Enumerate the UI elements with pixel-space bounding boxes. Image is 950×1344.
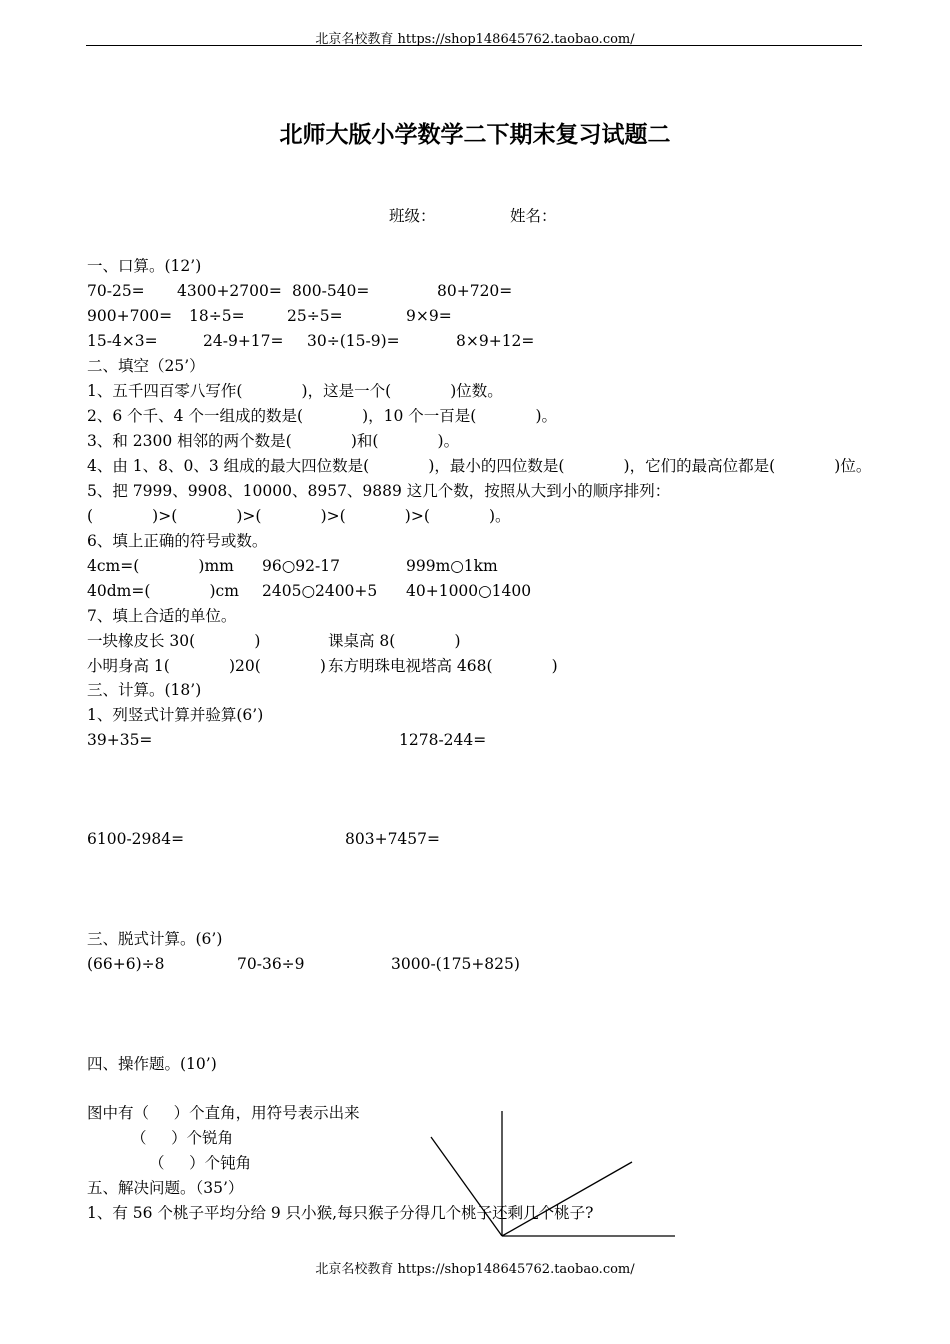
oral-item: 24-9+17=: [203, 332, 284, 350]
page-header: 北京名校教育 https://shop148645762.taobao.com/: [315, 32, 635, 47]
unit-item: 一块橡皮长 30( ): [87, 632, 261, 650]
symbol-item: 2405○2400+5: [262, 582, 378, 600]
name-label: 姓名：: [510, 207, 557, 225]
oral-item: 900+700=: [87, 307, 173, 325]
oral-item: 4300+2700=: [177, 282, 282, 300]
calc-item: 1278-244=: [399, 731, 487, 749]
vertical-calc-heading: 1、列竖式计算并验算(6’): [87, 706, 264, 724]
oral-item: 15-4×3=: [87, 332, 158, 350]
angle-figure: [420, 1105, 690, 1245]
fill-question-7: 7、填上合适的单位。: [87, 607, 237, 625]
angle-question-right: 图中有（ ）个直角，用符号表示出来: [87, 1104, 360, 1122]
fill-question-4: 4、由 1、8、0、3 组成的最大四位数是( )，最小的四位数是( )，它们的最高位都是( )位。: [87, 457, 872, 475]
fill-question-2: 2、6 个千、4 个一组成的数是( )，10 个一百是( )。: [87, 407, 558, 425]
calc-item: (66+6)÷8: [87, 955, 165, 973]
oral-item: 18÷5=: [189, 307, 245, 325]
oral-item: 80+720=: [437, 282, 513, 300]
oral-item: 70-25=: [87, 282, 145, 300]
symbol-item: 999m○1km: [406, 557, 498, 575]
symbol-item: 4cm=( )mm: [87, 557, 234, 575]
section5-heading: 五、解决问题。（35’）: [87, 1179, 244, 1197]
class-label: 班级：: [389, 207, 436, 225]
oral-item: 9×9=: [406, 307, 452, 325]
section1-heading: 一、口算。(12’): [87, 257, 202, 275]
fill-question-3: 3、和 2300 相邻的两个数是( )和( )。: [87, 432, 460, 450]
section4-heading: 四、操作题。(10’): [87, 1055, 217, 1073]
word-problem-1: 1、有 56 个桃子平均分给 9 只小猴,每只猴子分得几个桃子还剩几个桃子?: [87, 1204, 594, 1222]
right-ray: [502, 1162, 632, 1236]
calc-item: 803+7457=: [345, 830, 441, 848]
stepwise-calc-heading: 三、脱式计算。(6’): [87, 930, 223, 948]
page-title: 北师大版小学数学二下期末复习试题二: [279, 121, 671, 148]
symbol-item: 40dm=( )cm: [87, 582, 239, 600]
calc-item: 39+35=: [87, 731, 153, 749]
unit-item: 小明身高 1( )20( ): [87, 657, 326, 675]
oral-item: 25÷5=: [287, 307, 343, 325]
unit-item: 课桌高 8( ): [328, 632, 461, 650]
symbol-item: 96○92-17: [262, 557, 340, 575]
calc-item: 3000-(175+825): [391, 955, 520, 973]
angle-question-obtuse: （ ）个钝角: [149, 1154, 252, 1172]
angle-question-acute: （ ）个锐角: [131, 1129, 234, 1147]
section3-heading: 三、计算。(18’): [87, 681, 202, 699]
unit-item: 东方明珠电视塔高 468( ): [328, 657, 558, 675]
header-rule: [86, 45, 862, 46]
oral-item: 8×9+12=: [456, 332, 535, 350]
fill-question-5: 5、把 7999、9908、10000、8957、9889 这几个数，按照从大到小的顺序排列：: [87, 482, 671, 500]
fill-question-6: 6、填上正确的符号或数。: [87, 532, 268, 550]
calc-item: 6100-2984=: [87, 830, 185, 848]
fill-question-5-answer: ( )>( )>( )>( )>( )。: [87, 507, 511, 525]
fill-question-1: 1、五千四百零八写作( )，这是一个( )位数。: [87, 382, 503, 400]
calc-item: 70-36÷9: [237, 955, 305, 973]
section2-heading: 二、填空（25’）: [87, 357, 205, 375]
oral-item: 30÷(15-9)=: [307, 332, 400, 350]
oral-item: 800-540=: [292, 282, 370, 300]
symbol-item: 40+1000○1400: [406, 582, 532, 600]
page-footer: 北京名校教育 https://shop148645762.taobao.com/: [315, 1262, 635, 1277]
